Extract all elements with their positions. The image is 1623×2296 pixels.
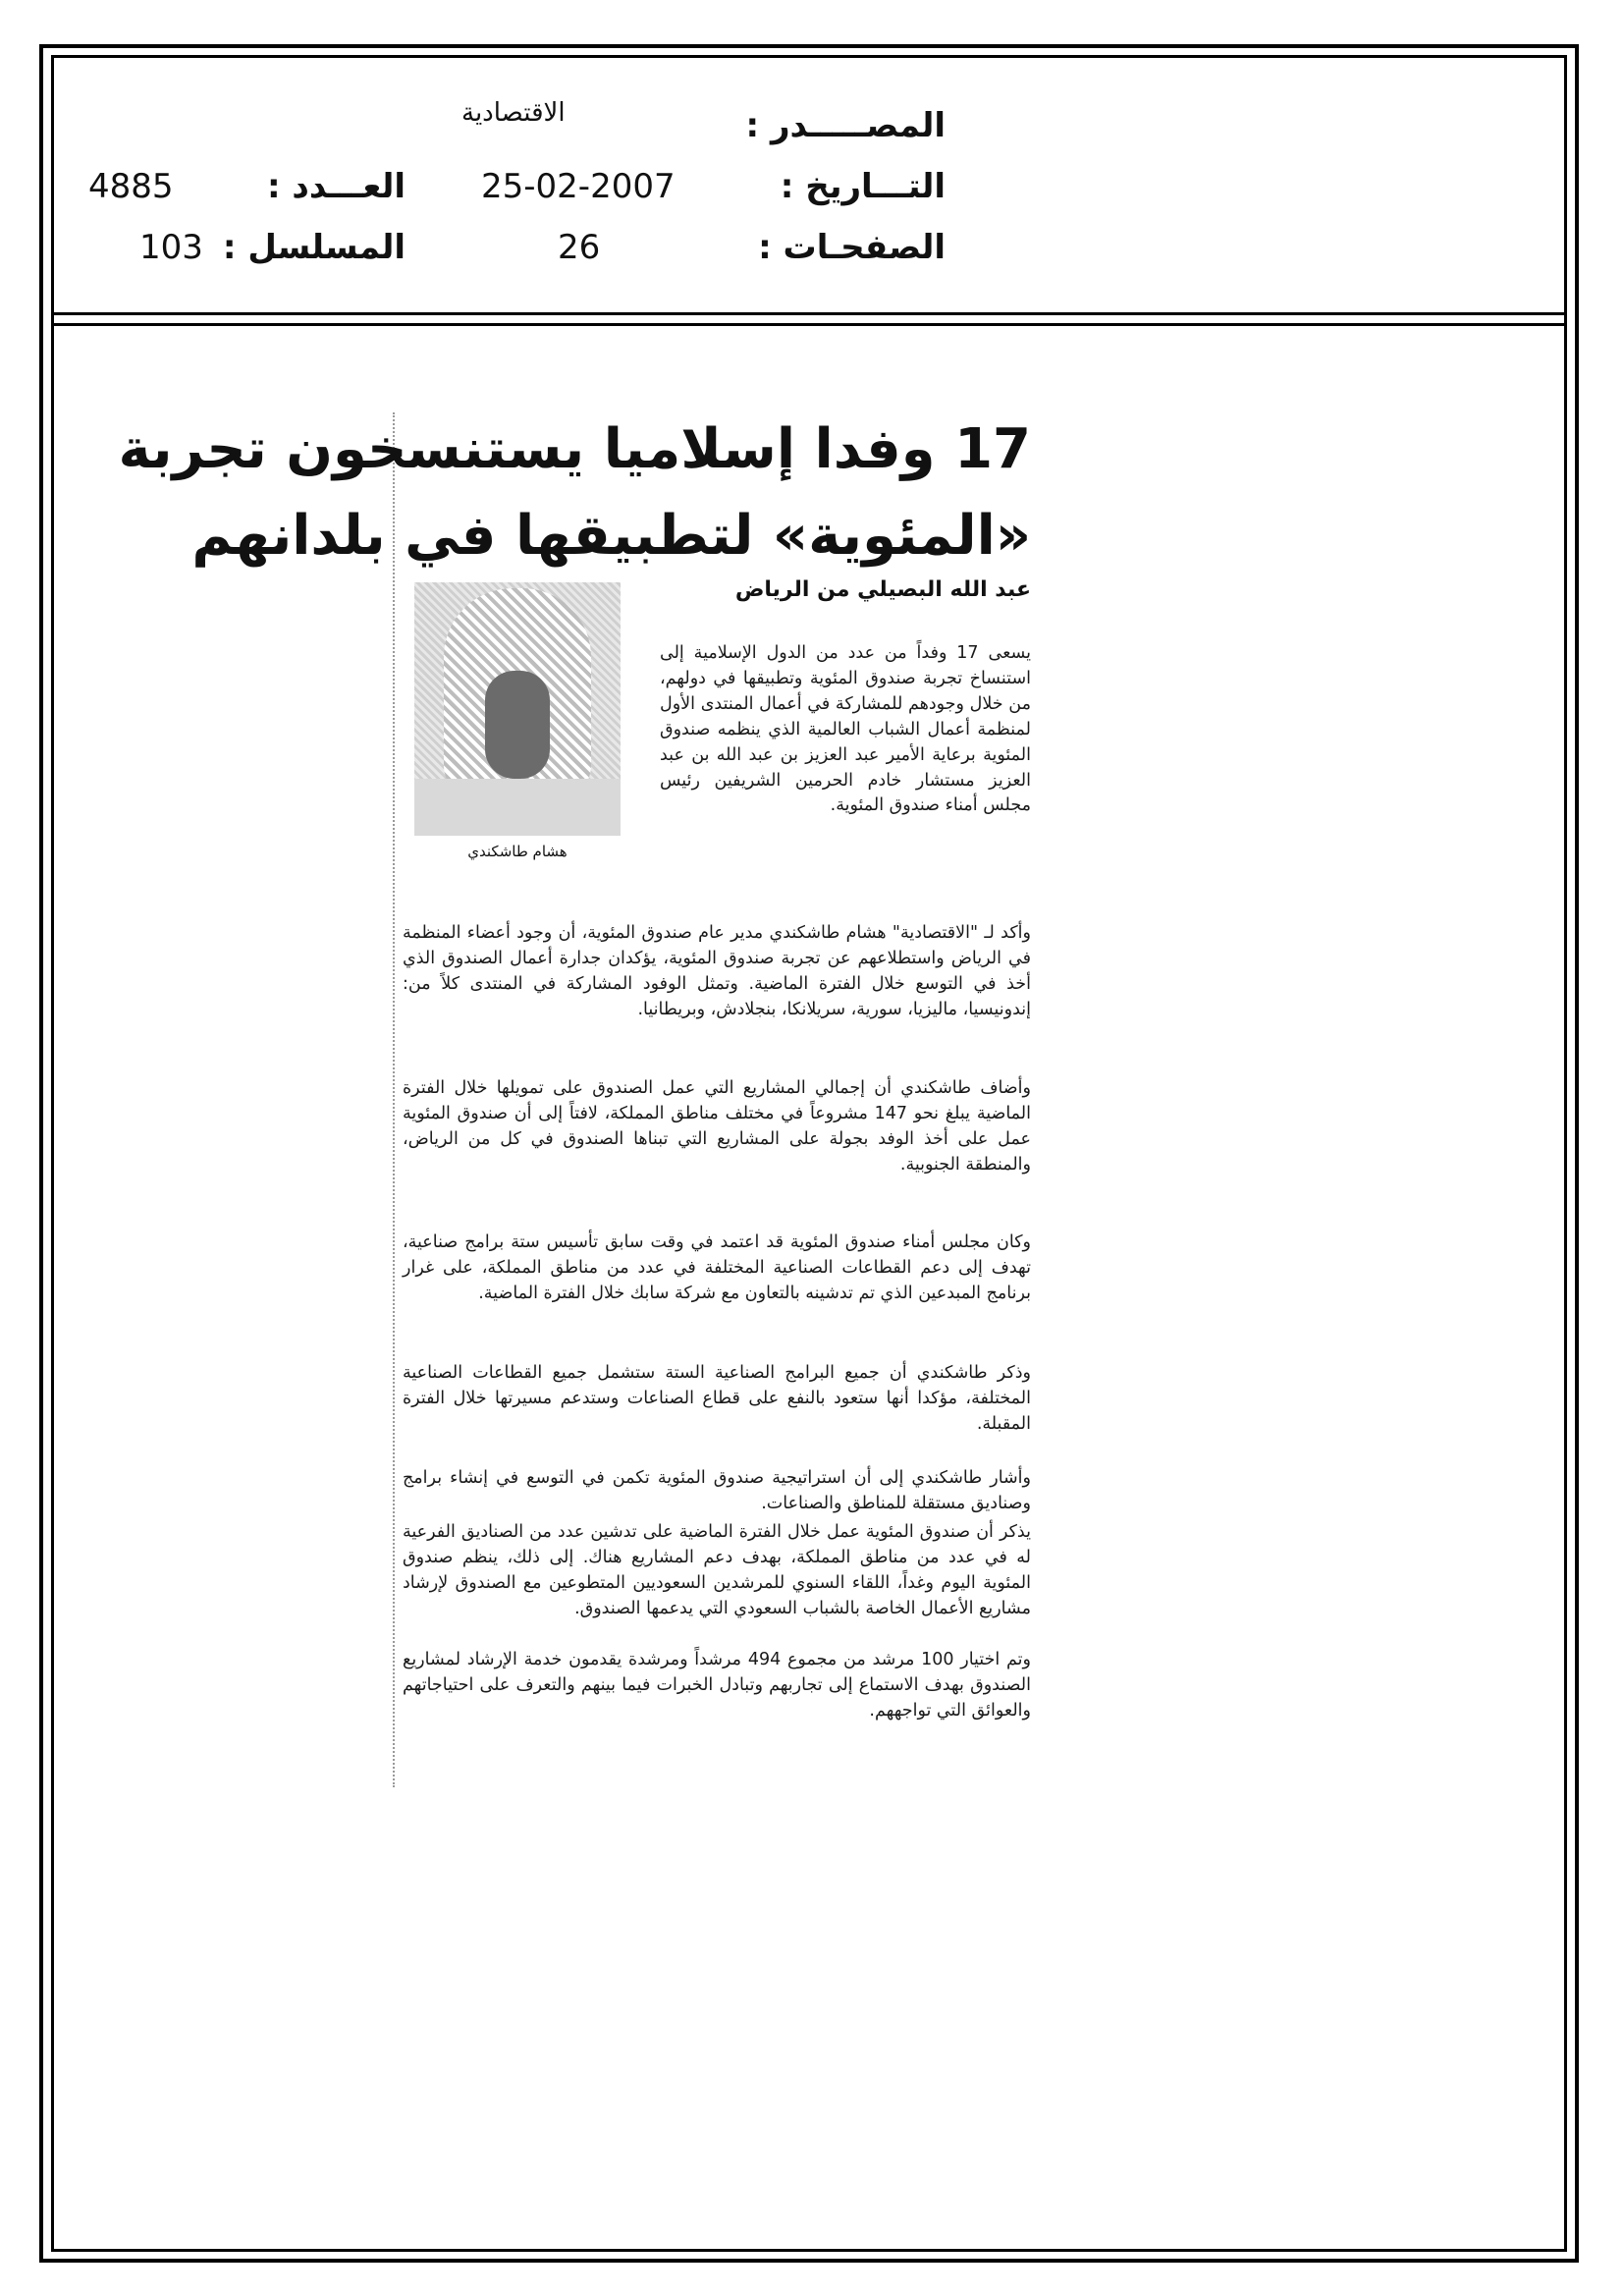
issue-value: 4885: [88, 167, 174, 206]
shoulders-shape: [414, 779, 621, 836]
article-paragraph-2: وأكد لـ "الاقتصادية" هشام طاشكندي مدير عام صندوق المئوية، أن وجود أعضاء المنظمة في الرياض واستطلاعهم عن تجربة صندوق المئوية، يؤكدان جدارة أعمال الصندوق الذي أخذ في التوسع خلال الفترة الماضية. وتمثل الوفود المشاركة في المنتدى كلاً من: إندونيسيا، ماليزيا، سورية، سريلانكا، بنجلادش، وبريطانيا.: [403, 923, 1031, 1019]
headline-line-2: «المئوية» لتطبيقها في بلدانهم: [191, 504, 1031, 568]
face-shape: [485, 671, 550, 779]
article-paragraph-3: وأضاف طاشكندي أن إجمالي المشاريع التي عمل الصندوق على تمويلها خلال الفترة الماضية يبلغ نحو 147 مشروعاً في مختلف مناطق المملكة، لافتاً إلى أن صندوق المئوية عمل على أخذ الوفد بجولة على المشاريع التي تبناها الصندوق في كل من الرياض، والمنطقة الجنوبية.: [403, 1078, 1031, 1175]
article-paragraph-6: وأشار طاشكندي إلى أن استراتيجية صندوق المئوية تكمن في التوسع في إنشاء برامج وصناديق مستقلة للمناطق والصناعات.: [403, 1468, 1031, 1513]
header-divider: [51, 312, 1567, 315]
pages-value: 26: [558, 228, 601, 267]
article-paragraph-4: وكان مجلس أمناء صندوق المئوية قد اعتمد في وقت سابق تأسيس ستة برامج صناعية، تهدف إلى دعم القطاعات الصناعية المختلفة في عدد من مناطق المملكة، على غرار برنامج المبدعين الذي تم تدشينه بالتعاون مع شركة سابك خلال الفترة الماضية.: [403, 1232, 1031, 1303]
article-paragraph-7: يذكر أن صندوق المئوية عمل خلال الفترة الماضية على تدشين عدد من الصناديق الفرعية له في عدد من مناطق المملكة، بهدف دعم المشاريع هناك. إلى ذلك، ينظم صندوق المئوية اليوم وغداً، اللقاء السنوي للمرشدين السعوديين المتطوعين مع الصندوق لإرشاد مشاريع الأعمال الخاصة بالشباب السعودي التي يدعمها الصندوق.: [403, 1522, 1031, 1618]
date-label: التـــاريخ :: [780, 167, 946, 206]
photo-caption: هشام طاشكندي: [467, 843, 568, 860]
date-value: 25-02-2007: [481, 167, 676, 206]
serial-value: 103: [139, 228, 203, 267]
article-paragraph-5: وذكر طاشكندي أن جميع البرامج الصناعية الستة ستشمل جميع القطاعات الصناعية المختلفة، مؤكدا أنها ستعود بالنفع على قطاع الصناعات وستدعم مسيرتها خلال الفترة المقبلة.: [403, 1363, 1031, 1434]
author-photo: [414, 582, 621, 836]
news-clipping: [118, 401, 1031, 1795]
article-paragraph-1: يسعى 17 وفداً من عدد من الدول الإسلامية إلى استنساخ تجربة صندوق المئوية وتطبيقها في دولهم، من خلال وجودهم للمشاركة في أعمال المنتدى الأول لمنظمة أعمال الشباب العالمية الذي ينظمه صندوق المئوية برعاية الأمير عبد العزيز بن عبد الله بن عبد العزيز مستشار خادم الحرمين الشريفين رئيس مجلس أمناء صندوق المئوية.: [660, 643, 1031, 816]
article-paragraph-8: وتم اختيار 100 مرشد من مجموع 494 مرشداً ومرشدة يقدمون خدمة الإرشاد لمشاريع الصندوق بهدف الاستماع إلى تجاربهم وتبادل الخبرات فيما بينهم والتعرف على احتياجاتهم والعوائق التي تواجههم.: [403, 1650, 1031, 1721]
headline-line-1: 17 وفدا إسلاميا يستنسخون تجربة: [118, 417, 1031, 481]
byline: عبد الله البصيلي من الرياض: [734, 577, 1031, 602]
pages-label: الصفحـات :: [758, 228, 946, 267]
issue-label: العـــدد :: [267, 167, 406, 206]
header-divider-second: [51, 323, 1567, 326]
source-value: الاقتصادية: [461, 98, 566, 128]
source-label: المصـــــدر :: [745, 106, 946, 145]
serial-label: المسلسل :: [222, 228, 406, 267]
